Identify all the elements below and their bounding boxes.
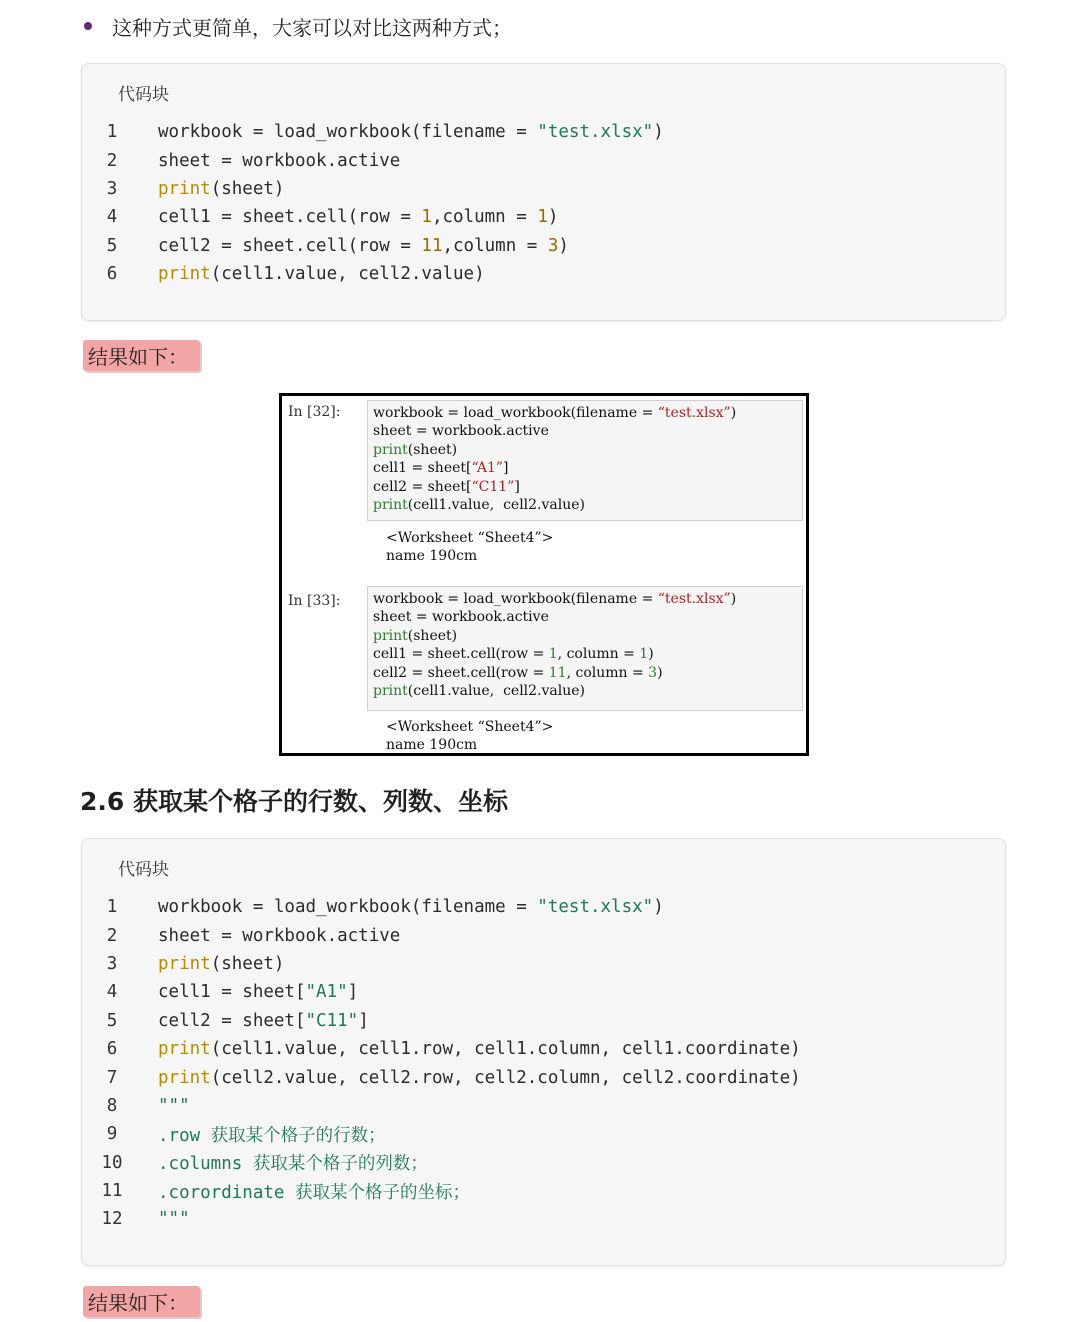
code-token: 11 bbox=[421, 235, 443, 256]
code-token: ] bbox=[347, 982, 359, 1003]
code-token: 1 bbox=[421, 207, 432, 228]
code-token: print bbox=[158, 1039, 211, 1060]
code-token: 3 bbox=[648, 664, 658, 681]
line-number: 7 bbox=[106, 1067, 118, 1088]
code-token: .corordinate 获取某个格子的坐标； bbox=[158, 1182, 470, 1203]
code-lines bbox=[82, 893, 1005, 1234]
code-token: """ bbox=[158, 1095, 190, 1116]
code-token: print bbox=[373, 682, 408, 699]
code-line bbox=[82, 1205, 1005, 1233]
code-token: cell1 = sheet[ bbox=[158, 982, 306, 1003]
code-token: “test.xlsx” bbox=[657, 591, 731, 607]
line-number: 11 bbox=[101, 1181, 123, 1202]
line-number: 10 bbox=[101, 1152, 123, 1173]
code-token: cell1 = sheet[ bbox=[373, 460, 472, 477]
code-line bbox=[82, 1149, 1005, 1177]
code-line bbox=[82, 118, 1005, 146]
code-token: .columns 获取某个格子的列数； bbox=[158, 1154, 428, 1175]
code-token: print bbox=[373, 441, 408, 458]
code-token: sheet = workbook.active bbox=[373, 609, 549, 626]
code-token: "C11" bbox=[305, 1010, 359, 1031]
code-token: (sheet) bbox=[407, 627, 458, 644]
line-code bbox=[158, 264, 485, 284]
notebook-code-line bbox=[373, 608, 802, 626]
code-token: ,column = bbox=[442, 235, 548, 256]
line-code bbox=[158, 236, 569, 256]
code-line bbox=[82, 978, 1005, 1006]
cell-output bbox=[386, 718, 553, 755]
code-token: (cell2.value, cell2.row, cell2.column, cell2.coordinate) bbox=[210, 1067, 801, 1088]
line-code bbox=[158, 982, 358, 1002]
code-block-1 bbox=[81, 63, 1006, 321]
code-token: 1 bbox=[537, 207, 548, 228]
code-token: print bbox=[373, 627, 408, 644]
code-token: “C11” bbox=[471, 478, 515, 495]
notebook-output-line: <Worksheet “Sheet4”> bbox=[386, 719, 554, 735]
line-number: 8 bbox=[106, 1095, 118, 1116]
code-token: 11 bbox=[548, 664, 567, 681]
code-token: print bbox=[158, 1067, 211, 1088]
line-code bbox=[158, 207, 558, 227]
code-token: workbook = load_workbook(filename = bbox=[373, 405, 658, 421]
code-token: 3 bbox=[547, 235, 559, 256]
code-token: ) bbox=[558, 235, 569, 256]
section-heading: 2.6 获取某个格子的行数、列数、坐标 bbox=[80, 787, 508, 816]
notebook-code-line bbox=[373, 590, 802, 608]
code-line bbox=[82, 260, 1005, 288]
result-label: 结果如下： bbox=[83, 340, 200, 371]
code-token: cell2 = sheet[ bbox=[158, 1010, 306, 1031]
code-token: (sheet) bbox=[210, 178, 285, 199]
code-token: workbook = load_workbook(filename = bbox=[373, 591, 658, 607]
code-token: , column = bbox=[557, 646, 640, 663]
code-token: ) bbox=[657, 664, 663, 681]
code-token: ) bbox=[730, 591, 737, 607]
code-token: , column = bbox=[566, 664, 649, 681]
line-number: 6 bbox=[106, 1039, 118, 1060]
code-line bbox=[82, 921, 1005, 949]
notebook-screenshot bbox=[279, 393, 809, 756]
line-code bbox=[158, 1122, 386, 1147]
line-code bbox=[158, 897, 664, 917]
code-token: (sheet) bbox=[407, 441, 458, 458]
code-token: "A1" bbox=[305, 982, 348, 1003]
code-line bbox=[82, 203, 1005, 231]
code-token: (cell1.value, cell2.value) bbox=[210, 264, 485, 285]
code-line bbox=[82, 1177, 1005, 1205]
code-token: 1 bbox=[548, 646, 558, 663]
line-code bbox=[158, 1150, 428, 1175]
notebook-code-line bbox=[373, 459, 802, 477]
notebook-output-line: name 190cm bbox=[386, 548, 478, 565]
code-block-title: 代码块 bbox=[118, 85, 169, 105]
code-block-title: 代码块 bbox=[118, 860, 169, 880]
notebook-code-line bbox=[373, 441, 802, 459]
line-code bbox=[158, 954, 284, 974]
code-token: ,column = bbox=[431, 207, 538, 228]
code-token: (cell1.value, cell1.row, cell1.column, cell1.coordinate) bbox=[210, 1039, 801, 1060]
code-line bbox=[82, 232, 1005, 260]
code-token: (sheet) bbox=[210, 953, 285, 974]
code-line bbox=[82, 950, 1005, 978]
code-token: print bbox=[158, 264, 211, 285]
notebook-output-line: <Worksheet “Sheet4”> bbox=[386, 530, 554, 546]
line-code bbox=[158, 179, 284, 199]
code-token: cell1 = sheet.cell(row = bbox=[373, 646, 549, 663]
code-token: “test.xlsx” bbox=[657, 405, 731, 421]
line-number: 2 bbox=[106, 150, 118, 171]
code-token: """ bbox=[158, 1209, 190, 1230]
code-token: cell1 = sheet.cell(row = bbox=[158, 207, 422, 228]
line-code bbox=[158, 1179, 470, 1204]
code-token: print bbox=[373, 496, 408, 513]
line-code bbox=[158, 1068, 801, 1088]
code-line bbox=[82, 1120, 1005, 1148]
line-code bbox=[158, 1011, 369, 1031]
cell-prompt: In [32]: bbox=[288, 404, 341, 420]
line-code bbox=[158, 122, 664, 142]
line-number: 1 bbox=[106, 122, 118, 143]
line-code bbox=[158, 1209, 190, 1229]
code-token: cell2 = sheet.cell(row = bbox=[158, 235, 422, 256]
line-number: 1 bbox=[106, 897, 118, 918]
line-number: 3 bbox=[106, 178, 118, 199]
notebook-code-line bbox=[373, 682, 802, 700]
code-token: ] bbox=[503, 460, 509, 477]
code-token: sheet = workbook.active bbox=[158, 150, 401, 171]
code-token: (cell1.value, cell2.value) bbox=[407, 496, 586, 513]
line-number: 3 bbox=[106, 953, 118, 974]
code-token: sheet = workbook.active bbox=[373, 423, 549, 440]
notebook-code-line bbox=[373, 627, 802, 645]
code-token: ) bbox=[648, 646, 654, 663]
line-code bbox=[158, 151, 400, 171]
line-number: 4 bbox=[106, 207, 118, 228]
code-token: 1 bbox=[639, 646, 649, 663]
notebook-code-line bbox=[373, 664, 802, 682]
line-number: 4 bbox=[106, 982, 118, 1003]
line-code bbox=[158, 926, 400, 946]
code-block-2 bbox=[81, 838, 1006, 1266]
line-number: 12 bbox=[101, 1209, 123, 1230]
code-token: ) bbox=[547, 207, 559, 228]
notebook-code-line bbox=[373, 645, 802, 663]
line-code bbox=[158, 1039, 801, 1059]
cell-input bbox=[367, 586, 803, 711]
code-token: cell2 = sheet[ bbox=[373, 478, 472, 495]
code-token: “A1” bbox=[471, 460, 504, 477]
notebook-code-line bbox=[373, 496, 802, 514]
notebook-code-line bbox=[373, 404, 802, 422]
code-token: (cell1.value, cell2.value) bbox=[407, 682, 586, 699]
code-line bbox=[82, 146, 1005, 174]
line-number: 5 bbox=[106, 1010, 118, 1031]
cell-output bbox=[386, 529, 553, 566]
code-line bbox=[82, 1092, 1005, 1120]
cell-input bbox=[367, 400, 803, 521]
code-line bbox=[82, 1035, 1005, 1063]
cell-prompt: In [33]: bbox=[288, 593, 341, 609]
line-number: 6 bbox=[106, 264, 118, 285]
code-token: "test.xlsx" bbox=[537, 897, 654, 918]
code-token: ] bbox=[358, 1010, 369, 1031]
notebook-code-line bbox=[373, 422, 802, 440]
code-token: cell2 = sheet.cell(row = bbox=[373, 664, 549, 681]
code-line bbox=[82, 1063, 1005, 1091]
line-code bbox=[158, 1096, 190, 1116]
code-token: ) bbox=[730, 405, 737, 421]
bullet-dot-icon bbox=[84, 22, 92, 30]
intro-text: 这种方式更简单，大家可以对比这两种方式； bbox=[112, 15, 512, 40]
code-token: "test.xlsx" bbox=[537, 122, 654, 143]
code-token: .row 获取某个格子的行数； bbox=[158, 1125, 386, 1146]
line-number: 2 bbox=[106, 925, 118, 946]
code-token: ) bbox=[653, 122, 664, 143]
code-lines bbox=[82, 118, 1005, 288]
result-label: 结果如下： bbox=[83, 1286, 200, 1317]
code-token: workbook = load_workbook(filename = bbox=[158, 897, 538, 918]
notebook-output-line: name 190cm bbox=[386, 737, 478, 754]
intro-bullet bbox=[84, 10, 512, 42]
code-token: workbook = load_workbook(filename = bbox=[158, 122, 538, 143]
code-token: sheet = workbook.active bbox=[158, 925, 401, 946]
notebook-code-line bbox=[373, 478, 802, 496]
line-number: 9 bbox=[106, 1124, 118, 1145]
code-token: print bbox=[158, 178, 211, 199]
code-line bbox=[82, 1007, 1005, 1035]
code-token: print bbox=[158, 953, 211, 974]
code-token: ) bbox=[653, 897, 664, 918]
code-token: ] bbox=[514, 478, 520, 495]
line-number: 5 bbox=[106, 235, 118, 256]
code-line bbox=[82, 175, 1005, 203]
code-line bbox=[82, 893, 1005, 921]
